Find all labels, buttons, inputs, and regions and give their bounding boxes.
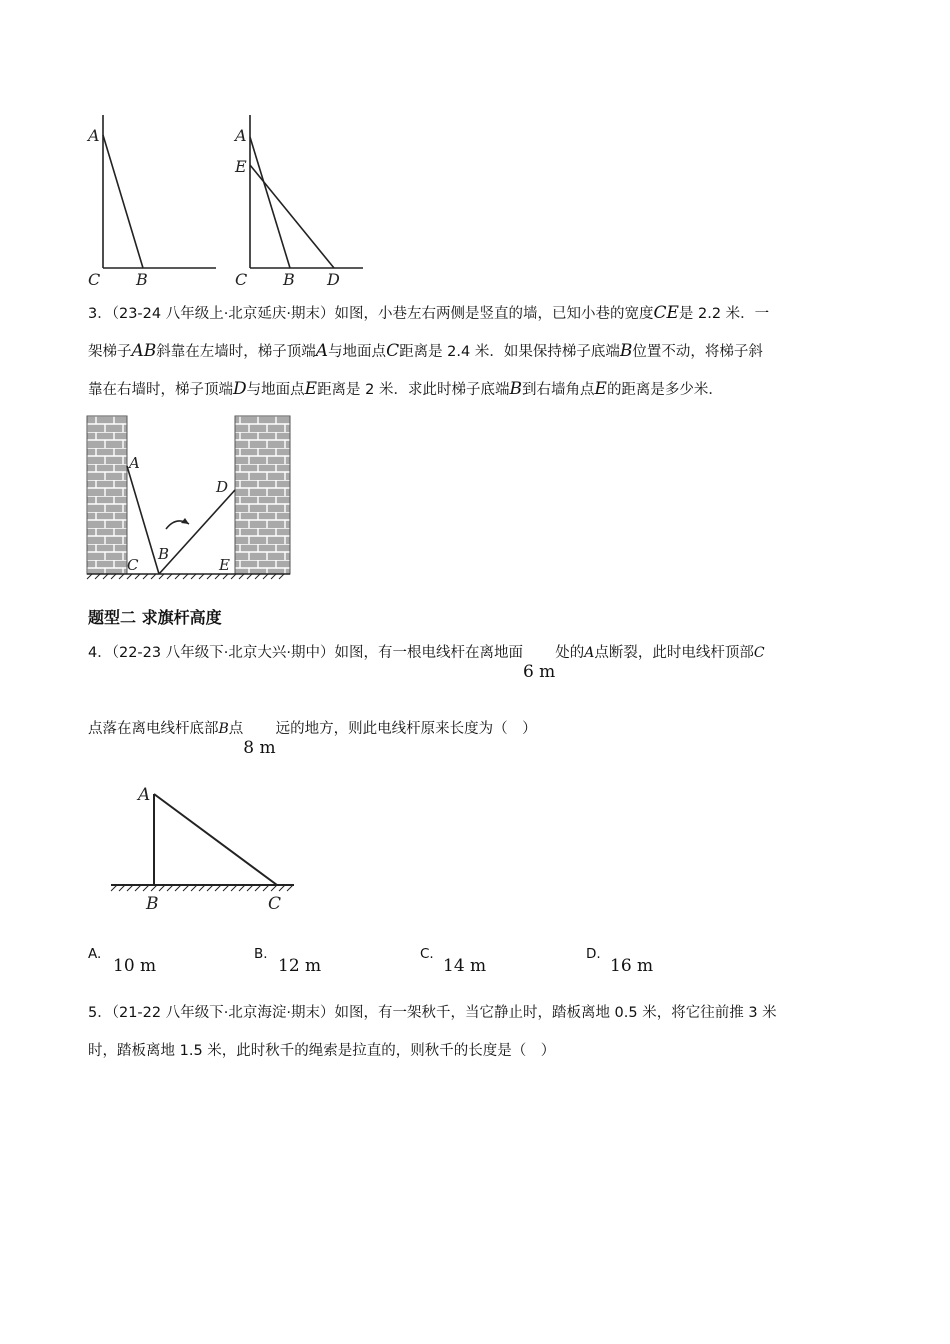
question-number: 5．	[88, 1005, 112, 1021]
ladder-figure-left	[80, 110, 230, 290]
option-letter: A.	[88, 946, 102, 962]
broken-pole-figure	[106, 778, 302, 918]
label-c: C	[127, 556, 139, 574]
label-e: E	[235, 157, 247, 176]
label-d: D	[216, 478, 229, 496]
ladder-line-ab	[250, 137, 290, 268]
option-value: 16 m	[610, 956, 654, 976]
label-a: A	[138, 785, 151, 805]
label-c: C	[268, 894, 282, 914]
option-value: 14 m	[443, 956, 487, 976]
section-title: 题型二 求旗杆高度	[88, 608, 222, 627]
q3-line-3: 靠在右墙时，梯子顶端D与地面点E距离是 2 米．求此时梯子底端B到右墙角点E的距离是多少米．	[88, 379, 723, 399]
alley-ladder-figure	[84, 414, 296, 580]
q3-line-2: 架梯子AB斜靠在左墙时，梯子顶端A与地面点C距离是 2.4 米．如果保持梯子底端B位置不动，将梯子斜	[88, 341, 763, 361]
label-c: C	[235, 270, 248, 289]
math-ab: AB	[131, 341, 157, 361]
option-letter: D.	[586, 946, 601, 962]
option-d[interactable]	[586, 944, 726, 980]
math-8m: 8 m	[243, 738, 276, 758]
math-ce: CE	[653, 303, 679, 323]
right-brick-wall	[235, 416, 290, 574]
label-b: B	[158, 545, 170, 563]
label-a: A	[129, 454, 140, 472]
option-letter: C.	[420, 946, 434, 962]
label-a: A	[235, 126, 247, 145]
question-number: 3．	[88, 306, 112, 322]
q5-line-2: 时，踏板离地 1.5 米，此时秋千的绳索是拉直的，则秋千的长度是（ ）	[88, 1043, 556, 1059]
ladder-figure-right	[228, 110, 378, 290]
q4-line-1: 4．（22-23 八年级下·北京大兴·期中）如图，有一根电线杆在离地面6 m处的A点断裂，此时电线杆顶部C	[88, 645, 765, 682]
ladder-line-ab	[103, 135, 143, 268]
q3-line-1: 3．（23-24 八年级上·北京延庆·期末）如图，小巷左右两侧是竖直的墙，已知小巷的宽度CE是 2.2 米．一	[88, 303, 770, 323]
q4-line-2: 点落在离电线杆底部B点8 m远的地方，则此电线杆原来长度为（ ）	[88, 721, 537, 758]
ladder-line-ed	[250, 165, 334, 268]
label-b: B	[136, 270, 148, 289]
option-b[interactable]	[254, 944, 394, 980]
option-a[interactable]	[88, 944, 228, 980]
option-value: 10 m	[113, 956, 157, 976]
label-a: A	[88, 126, 100, 145]
question-source: （22-23 八年级下·北京大兴·期中）	[111, 645, 335, 661]
left-brick-wall	[87, 416, 127, 574]
question-source: （21-22 八年级下·北京海淀·期末）	[111, 1005, 335, 1021]
label-e: E	[219, 556, 230, 574]
label-b: B	[283, 270, 295, 289]
math-6m: 6 m	[522, 662, 556, 682]
label-c: C	[88, 270, 101, 289]
question-source: （23-24 八年级上·北京延庆·期末）	[111, 306, 335, 322]
broken-part-ac	[154, 794, 277, 885]
label-b: B	[146, 894, 159, 914]
question-number: 4．	[88, 645, 112, 661]
label-d: D	[327, 270, 340, 289]
q5-line-1: 5．（21-22 八年级下·北京海淀·期末）如图，有一架秋千，当它静止时，踏板离地 0.5 米，将它往前推 3 米	[88, 1005, 777, 1021]
option-letter: B.	[254, 946, 268, 962]
option-value: 12 m	[278, 956, 322, 976]
option-c[interactable]	[420, 944, 560, 980]
